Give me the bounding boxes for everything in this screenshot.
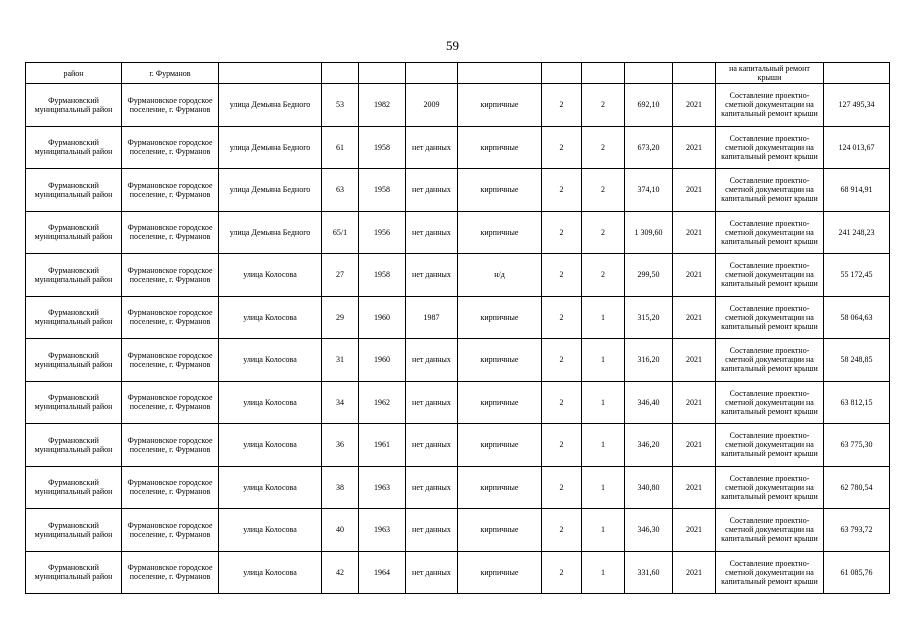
street-cell: улица Колосова [219, 509, 322, 552]
year-overhaul-cell [406, 63, 458, 84]
year-built-cell [359, 63, 406, 84]
area-cell: 331,60 [625, 551, 673, 594]
house-cell: 31 [322, 339, 359, 382]
entrances-cell: 2 [582, 169, 625, 212]
year-built-cell: 1963 [359, 466, 406, 509]
year-overhaul-cell: нет данных [406, 211, 458, 254]
area-cell: 346,30 [625, 509, 673, 552]
district-cell: Фурмановский муниципальный район [26, 551, 122, 594]
planned-year-cell: 2021 [673, 296, 716, 339]
planned-year-cell: 2021 [673, 466, 716, 509]
street-cell: улица Демьяна Бедного [219, 211, 322, 254]
cost-cell: 127 495,34 [824, 84, 890, 127]
wall-material-cell: н/д [458, 254, 542, 297]
street-cell: улица Колосова [219, 551, 322, 594]
wall-material-cell: кирпичные [458, 551, 542, 594]
house-cell: 38 [322, 466, 359, 509]
house-cell: 34 [322, 381, 359, 424]
street-cell: улица Колосова [219, 254, 322, 297]
district-cell: Фурмановский муниципальный район [26, 126, 122, 169]
street-cell: улица Колосова [219, 381, 322, 424]
district-cell: Фурмановский муниципальный район [26, 254, 122, 297]
district-cell: Фурмановский муниципальный район [26, 339, 122, 382]
floors-cell: 2 [542, 466, 582, 509]
area-cell: 346,20 [625, 424, 673, 467]
district-cell: Фурмановский муниципальный район [26, 169, 122, 212]
work-type-cell: Составление проектно-сметной документации на капитальный ремонт крыши [716, 296, 824, 339]
year-overhaul-cell: нет данных [406, 551, 458, 594]
cost-cell: 241 248,23 [824, 211, 890, 254]
work-type-cell: Составление проектно-сметной документации на капитальный ремонт крыши [716, 424, 824, 467]
table-row [26, 84, 890, 127]
table-row [26, 254, 890, 297]
work-type-cell: Составление проектно-сметной документации на капитальный ремонт крыши [716, 126, 824, 169]
planned-year-cell [673, 63, 716, 84]
district-cell: Фурмановский муниципальный район [26, 381, 122, 424]
cost-cell: 58 064,63 [824, 296, 890, 339]
house-cell: 40 [322, 509, 359, 552]
work-type-cell: Составление проектно-сметной документации на капитальный ремонт крыши [716, 84, 824, 127]
table-row [26, 509, 890, 552]
year-overhaul-cell: 1987 [406, 296, 458, 339]
year-built-cell: 1962 [359, 381, 406, 424]
wall-material-cell: кирпичные [458, 424, 542, 467]
street-cell: улица Колосова [219, 466, 322, 509]
entrances-cell: 2 [582, 126, 625, 169]
year-overhaul-cell: нет данных [406, 169, 458, 212]
wall-material-cell: кирпичные [458, 126, 542, 169]
work-type-cell: на капитальный ремонт крыши [716, 63, 824, 84]
street-cell: улица Демьяна Бедного [219, 84, 322, 127]
year-built-cell: 1958 [359, 126, 406, 169]
year-overhaul-cell: нет данных [406, 254, 458, 297]
district-cell: Фурмановский муниципальный район [26, 211, 122, 254]
settlement-cell: Фурмановское городское поселение, г. Фурманов [122, 84, 219, 127]
table-row-continuation [26, 63, 890, 84]
floors-cell [542, 63, 582, 84]
settlement-cell: Фурмановское городское поселение, г. Фурманов [122, 339, 219, 382]
area-cell: 316,20 [625, 339, 673, 382]
year-overhaul-cell: нет данных [406, 466, 458, 509]
cost-cell: 61 085,76 [824, 551, 890, 594]
district-cell: Фурмановский муниципальный район [26, 466, 122, 509]
entrances-cell: 2 [582, 84, 625, 127]
cost-cell: 68 914,91 [824, 169, 890, 212]
entrances-cell: 2 [582, 211, 625, 254]
planned-year-cell: 2021 [673, 551, 716, 594]
settlement-cell: Фурмановское городское поселение, г. Фурманов [122, 211, 219, 254]
district-cell: район [26, 63, 122, 84]
year-built-cell: 1963 [359, 509, 406, 552]
planned-year-cell: 2021 [673, 169, 716, 212]
wall-material-cell: кирпичные [458, 296, 542, 339]
wall-material-cell: кирпичные [458, 84, 542, 127]
floors-cell: 2 [542, 211, 582, 254]
cost-cell: 55 172,45 [824, 254, 890, 297]
area-cell: 340,80 [625, 466, 673, 509]
cost-cell: 63 812,15 [824, 381, 890, 424]
area-cell: 346,40 [625, 381, 673, 424]
house-cell: 36 [322, 424, 359, 467]
cost-cell: 63 793,72 [824, 509, 890, 552]
planned-year-cell: 2021 [673, 339, 716, 382]
year-built-cell: 1982 [359, 84, 406, 127]
street-cell: улица Демьяна Бедного [219, 169, 322, 212]
house-cell: 65/1 [322, 211, 359, 254]
wall-material-cell: кирпичные [458, 339, 542, 382]
cost-cell: 58 248,85 [824, 339, 890, 382]
table-row [26, 211, 890, 254]
floors-cell: 2 [542, 551, 582, 594]
entrances-cell: 1 [582, 509, 625, 552]
house-cell: 29 [322, 296, 359, 339]
street-cell: улица Колосова [219, 424, 322, 467]
planned-year-cell: 2021 [673, 509, 716, 552]
entrances-cell [582, 63, 625, 84]
wall-material-cell: кирпичные [458, 466, 542, 509]
table-row [26, 339, 890, 382]
house-cell: 53 [322, 84, 359, 127]
work-type-cell: Составление проектно-сметной документации на капитальный ремонт крыши [716, 169, 824, 212]
work-type-cell: Составление проектно-сметной документации на капитальный ремонт крыши [716, 509, 824, 552]
cost-cell [824, 63, 890, 84]
settlement-cell: Фурмановское городское поселение, г. Фурманов [122, 169, 219, 212]
planned-year-cell: 2021 [673, 424, 716, 467]
cost-cell: 124 013,67 [824, 126, 890, 169]
year-built-cell: 1958 [359, 254, 406, 297]
overhaul-registry-table [25, 62, 890, 594]
wall-material-cell: кирпичные [458, 211, 542, 254]
street-cell: улица Колосова [219, 339, 322, 382]
settlement-cell: Фурмановское городское поселение, г. Фурманов [122, 254, 219, 297]
planned-year-cell: 2021 [673, 126, 716, 169]
year-built-cell: 1961 [359, 424, 406, 467]
settlement-cell: Фурмановское городское поселение, г. Фурманов [122, 126, 219, 169]
floors-cell: 2 [542, 509, 582, 552]
cost-cell: 62 780,54 [824, 466, 890, 509]
entrances-cell: 1 [582, 296, 625, 339]
district-cell: Фурмановский муниципальный район [26, 296, 122, 339]
entrances-cell: 1 [582, 466, 625, 509]
district-cell: Фурмановский муниципальный район [26, 424, 122, 467]
settlement-cell: г. Фурманов [122, 63, 219, 84]
entrances-cell: 2 [582, 254, 625, 297]
year-built-cell: 1958 [359, 169, 406, 212]
house-cell: 42 [322, 551, 359, 594]
table-row [26, 296, 890, 339]
table-row [26, 466, 890, 509]
page-number: 59 [446, 38, 459, 53]
street-cell: улица Колосова [219, 296, 322, 339]
settlement-cell: Фурмановское городское поселение, г. Фурманов [122, 381, 219, 424]
settlement-cell: Фурмановское городское поселение, г. Фурманов [122, 551, 219, 594]
house-cell [322, 63, 359, 84]
planned-year-cell: 2021 [673, 381, 716, 424]
year-overhaul-cell: нет данных [406, 381, 458, 424]
area-cell: 299,50 [625, 254, 673, 297]
year-overhaul-cell: 2009 [406, 84, 458, 127]
district-cell: Фурмановский муниципальный район [26, 509, 122, 552]
year-overhaul-cell: нет данных [406, 126, 458, 169]
work-type-cell: Составление проектно-сметной документации на капитальный ремонт крыши [716, 551, 824, 594]
house-cell: 27 [322, 254, 359, 297]
entrances-cell: 1 [582, 424, 625, 467]
area-cell: 374,10 [625, 169, 673, 212]
wall-material-cell [458, 63, 542, 84]
work-type-cell: Составление проектно-сметной документации на капитальный ремонт крыши [716, 211, 824, 254]
year-overhaul-cell: нет данных [406, 424, 458, 467]
cost-cell: 63 775,30 [824, 424, 890, 467]
settlement-cell: Фурмановское городское поселение, г. Фурманов [122, 296, 219, 339]
work-type-cell: Составление проектно-сметной документации на капитальный ремонт крыши [716, 381, 824, 424]
wall-material-cell: кирпичные [458, 381, 542, 424]
year-built-cell: 1956 [359, 211, 406, 254]
floors-cell: 2 [542, 339, 582, 382]
wall-material-cell: кирпичные [458, 509, 542, 552]
table-row [26, 381, 890, 424]
house-cell: 63 [322, 169, 359, 212]
area-cell: 673,20 [625, 126, 673, 169]
table-row [26, 424, 890, 467]
house-cell: 61 [322, 126, 359, 169]
year-overhaul-cell: нет данных [406, 339, 458, 382]
settlement-cell: Фурмановское городское поселение, г. Фурманов [122, 424, 219, 467]
street-cell [219, 63, 322, 84]
floors-cell: 2 [542, 169, 582, 212]
planned-year-cell: 2021 [673, 254, 716, 297]
planned-year-cell: 2021 [673, 211, 716, 254]
year-built-cell: 1960 [359, 339, 406, 382]
district-cell: Фурмановский муниципальный район [26, 84, 122, 127]
floors-cell: 2 [542, 381, 582, 424]
floors-cell: 2 [542, 84, 582, 127]
table-row [26, 169, 890, 212]
year-built-cell: 1960 [359, 296, 406, 339]
floors-cell: 2 [542, 254, 582, 297]
table-row [26, 551, 890, 594]
entrances-cell: 1 [582, 381, 625, 424]
table-row [26, 126, 890, 169]
floors-cell: 2 [542, 424, 582, 467]
settlement-cell: Фурмановское городское поселение, г. Фурманов [122, 466, 219, 509]
entrances-cell: 1 [582, 551, 625, 594]
area-cell: 692,10 [625, 84, 673, 127]
settlement-cell: Фурмановское городское поселение, г. Фурманов [122, 509, 219, 552]
work-type-cell: Составление проектно-сметной документации на капитальный ремонт крыши [716, 339, 824, 382]
floors-cell: 2 [542, 126, 582, 169]
entrances-cell: 1 [582, 339, 625, 382]
area-cell: 1 309,60 [625, 211, 673, 254]
area-cell: 315,20 [625, 296, 673, 339]
planned-year-cell: 2021 [673, 84, 716, 127]
year-built-cell: 1964 [359, 551, 406, 594]
work-type-cell: Составление проектно-сметной документации на капитальный ремонт крыши [716, 466, 824, 509]
street-cell: улица Демьяна Бедного [219, 126, 322, 169]
wall-material-cell: кирпичные [458, 169, 542, 212]
year-overhaul-cell: нет данных [406, 509, 458, 552]
area-cell [625, 63, 673, 84]
floors-cell: 2 [542, 296, 582, 339]
work-type-cell: Составление проектно-сметной документации на капитальный ремонт крыши [716, 254, 824, 297]
